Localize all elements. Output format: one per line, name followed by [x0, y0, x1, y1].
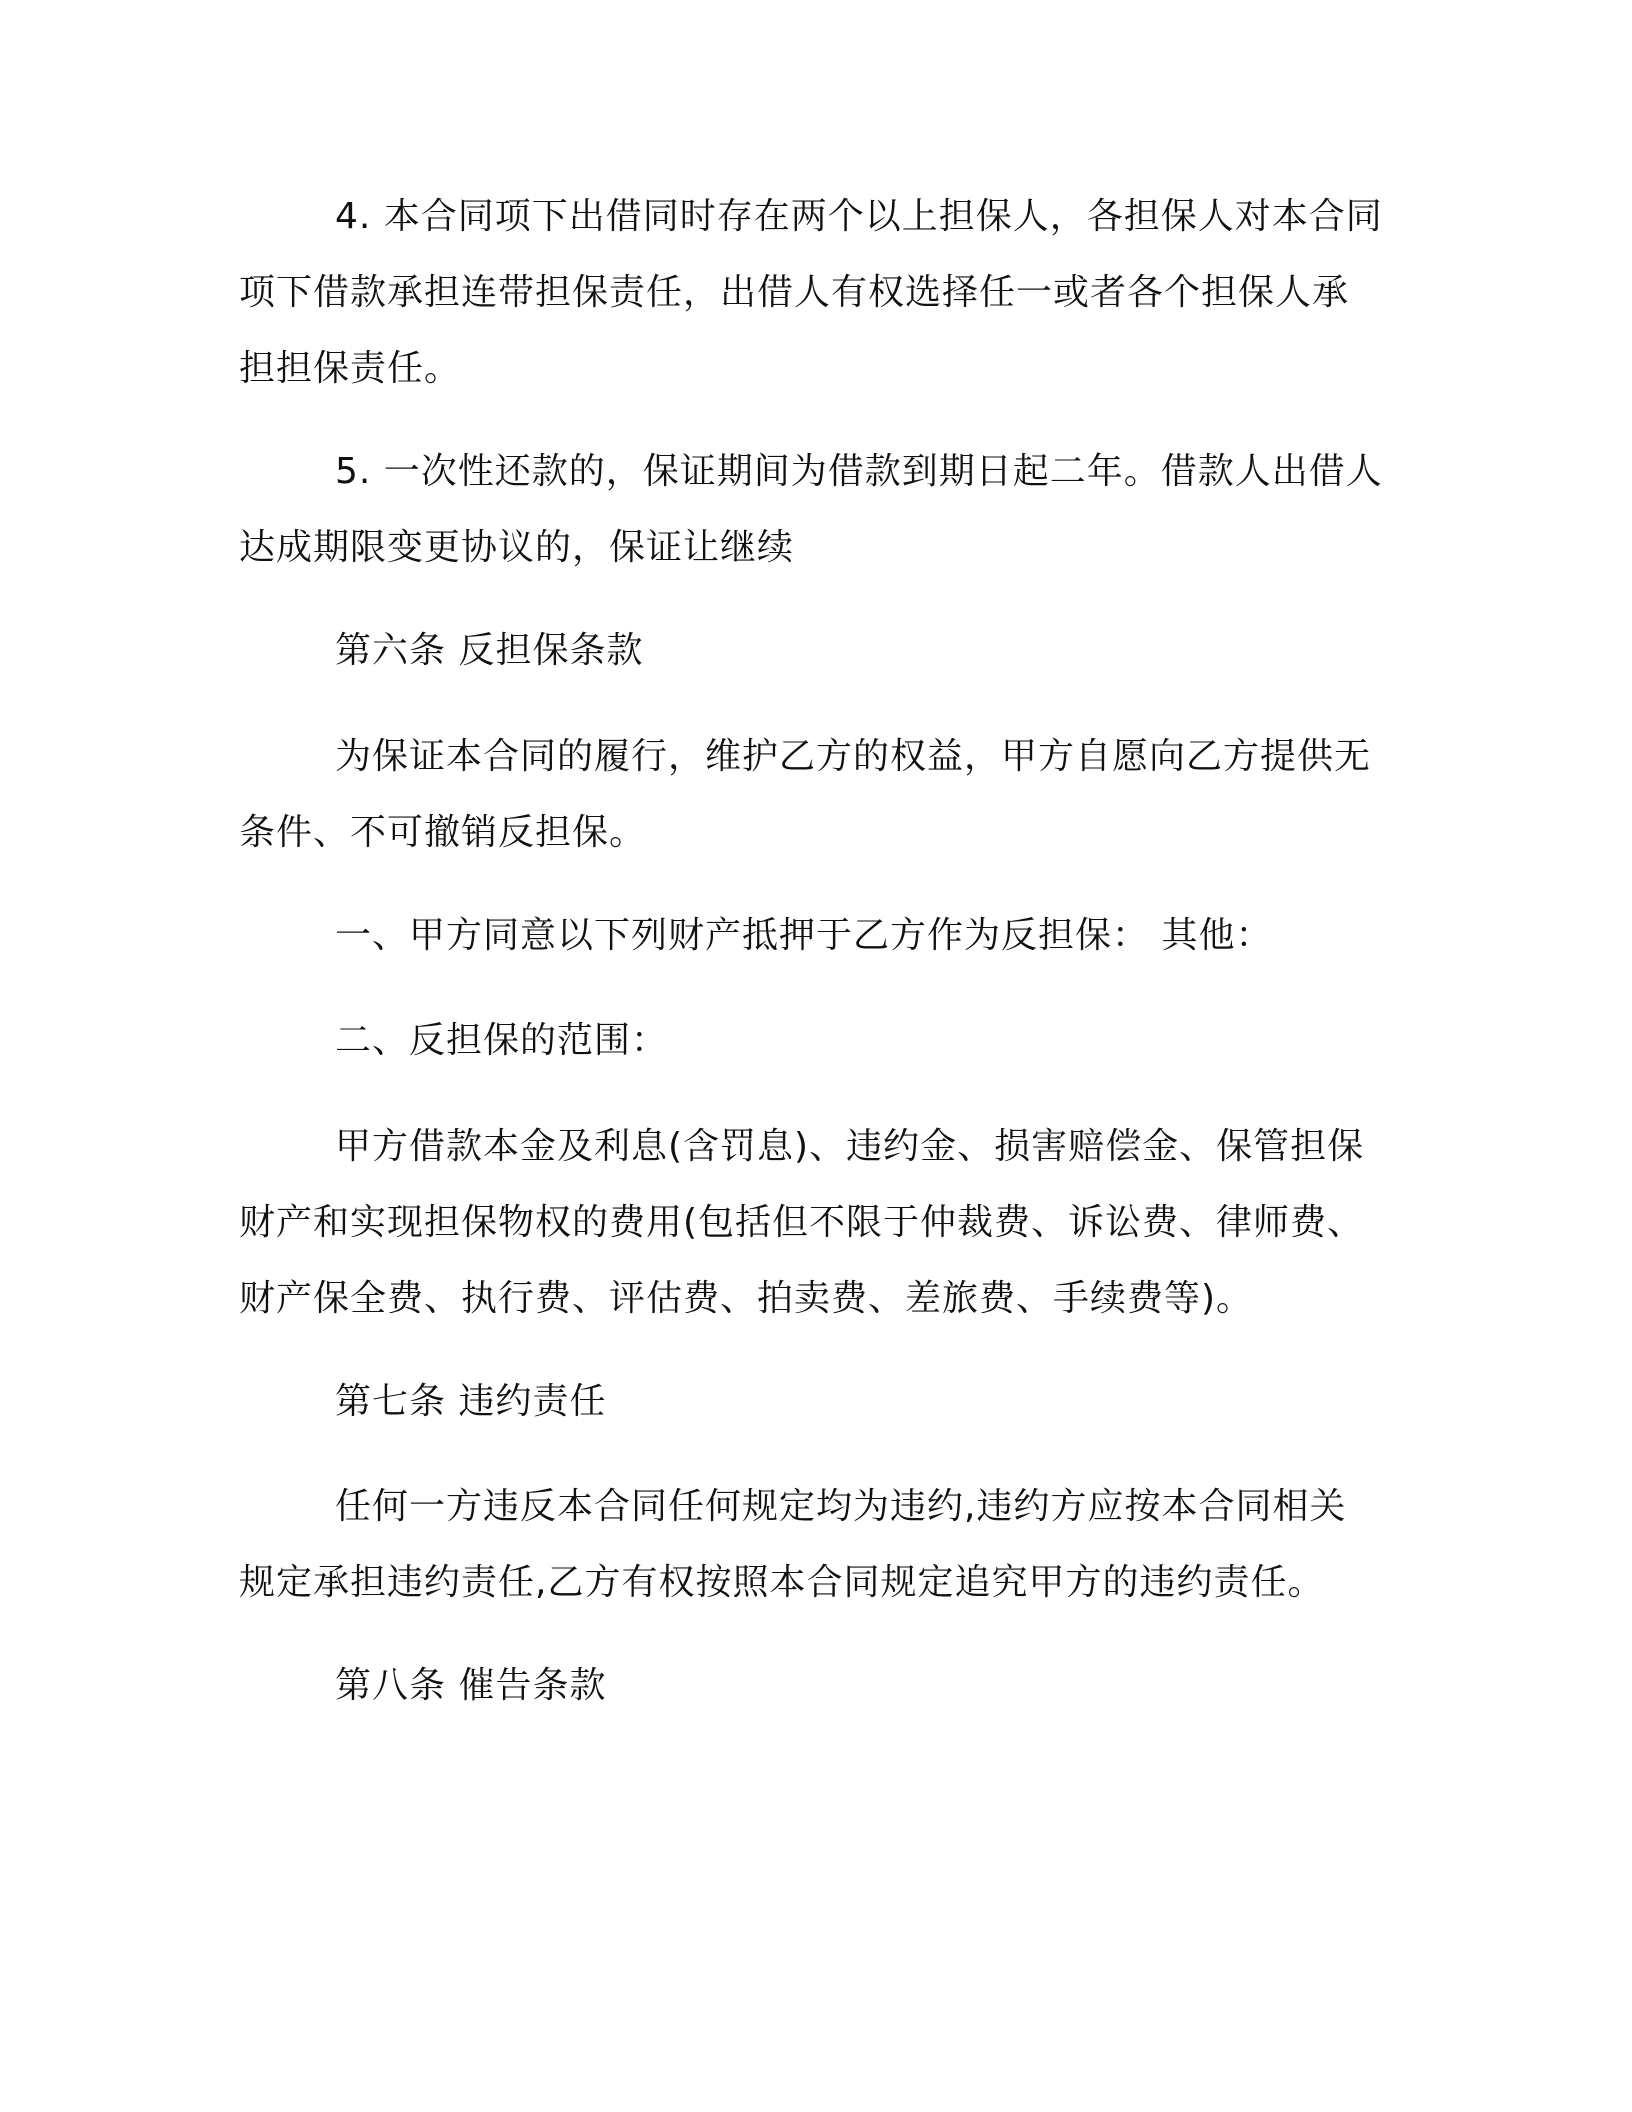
text-line: 二、反担保的范围： — [335, 1020, 669, 1061]
text-line: 甲方借款本金及利息(含罚息)、违约金、损害赔偿金、保管担保 — [335, 1126, 1365, 1167]
text-line: 一、甲方同意以下列财产抵押于乙方作为反担保： 其他： — [335, 915, 1273, 956]
text-line: 条件、不可撤销反担保。 — [239, 812, 647, 853]
text-line: 5. 一次性还款的，保证期间为借款到期日起二年。借款人出借人 — [335, 451, 1383, 492]
text-line: 为保证本合同的履行，维护乙方的权益，甲方自愿向乙方提供无 — [335, 736, 1372, 777]
paragraph-item-4 — [239, 179, 1394, 407]
text-line: 任何一方违反本合同任何规定均为违约,违约方应按本合同相关 — [335, 1486, 1347, 1527]
heading-text: 第八条 催告条款 — [335, 1665, 607, 1706]
paragraph-article-6-intro — [239, 719, 1394, 871]
paragraph-article-6-clause-2 — [239, 1003, 1394, 1079]
article-7-heading — [239, 1364, 1394, 1440]
text-line: 担担保责任。 — [239, 348, 462, 389]
paragraph-item-5 — [239, 434, 1394, 586]
paragraph-article-6-clause-1 — [239, 898, 1394, 974]
article-8-heading — [239, 1648, 1394, 1724]
text-line: 财产保全费、执行费、评估费、拍卖费、差旅费、手续费等)。 — [239, 1278, 1254, 1319]
text-line: 4. 本合同项下出借同时存在两个以上担保人，各担保人对本合同 — [335, 196, 1383, 237]
heading-text: 第七条 违约责任 — [335, 1381, 607, 1422]
text-line: 规定承担违约责任,乙方有权按照本合同规定追究甲方的违约责任。 — [239, 1562, 1325, 1603]
text-line: 项下借款承担连带担保责任，出借人有权选择任一或者各个担保人承 — [239, 272, 1350, 313]
paragraph-article-7-body — [239, 1469, 1394, 1621]
text-line: 达成期限变更协议的，保证让继续 — [239, 527, 795, 568]
article-6-heading — [239, 613, 1394, 689]
text-line: 财产和实现担保物权的费用(包括但不限于仲裁费、诉讼费、律师费、 — [239, 1202, 1365, 1243]
paragraph-article-6-scope — [239, 1109, 1394, 1337]
heading-text: 第六条 反担保条款 — [335, 630, 644, 671]
